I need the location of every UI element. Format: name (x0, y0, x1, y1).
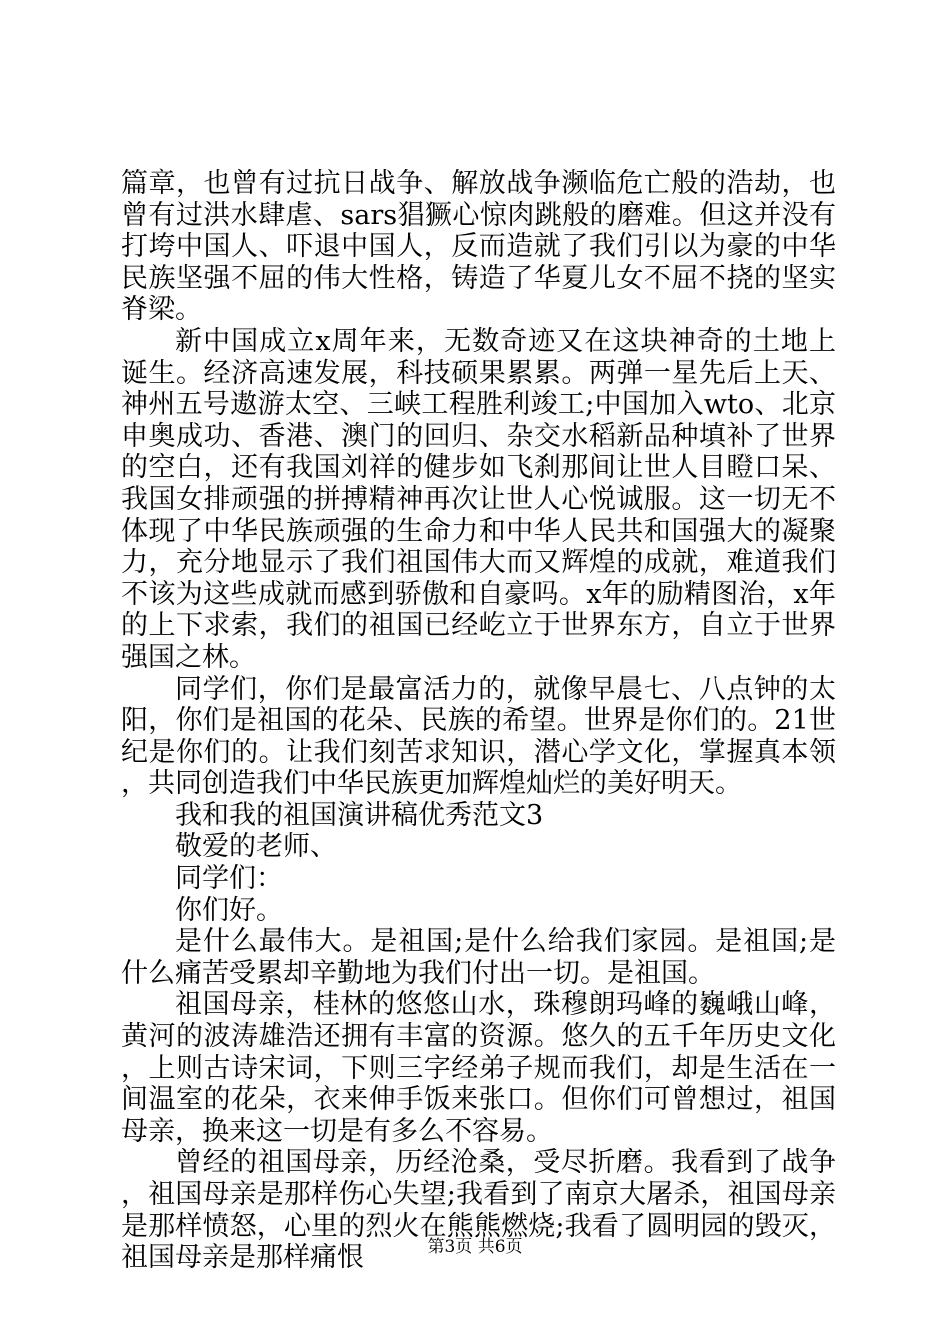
paragraph-continued: 篇章，也曾有过抗日战争、解放战争濒临危亡般的浩劫，也曾有过洪水肆虐、sars猖獗心惊肉跳般的磨难。但这并没有打垮中国人、吓退中国人，反而造就了我们引以为豪的中华民族坚强不屈的伟大性格，铸造了华夏儿女不屈不挠的坚实脊梁。 (121, 168, 836, 326)
salutation-line: 同学们： (175, 863, 283, 895)
document-body (121, 168, 836, 1274)
paragraph: 曾经的祖国母亲，历经沧桑，受尽折磨。我看到了战争，祖国母亲是那样伤心失望;我看到了南京大屠杀，祖国母亲是那样愤怒，心里的烈火在熊熊燃烧;我看了圆明园的毁灭，祖国母亲是那样痛恨 (121, 1147, 836, 1274)
salutation-line: 敬爱的老师、 (175, 831, 337, 863)
paragraph: 新中国成立x周年来，无数奇迹又在这块神奇的土地上诞生。经济高速发展，科技硕果累累。两弹一星先后上天、神州五号遨游太空、三峡工程胜利竣工;中国加入wto、北京申奥成功、香港、澳门的回归、杂交水稻新品种填补了世界的空白，还有我国刘祥的健步如飞刹那间让世人目瞪口呆、我国女排顽强的拼搏精神再次让世人心悦诚服。这一切无不体现了中华民族顽强的生命力和中华人民共和国强大的凝聚力，充分地显示了我们祖国伟大而又辉煌的成就，难道我们不该为这些成就而感到骄傲和自豪吗。x年的励精图治，x年的上下求索，我们的祖国已经屹立于世界东方，自立于世界强国之林。 (121, 325, 836, 673)
greeting-line: 你们好。 (175, 894, 283, 926)
page-number-footer: 第3页 共6页 (427, 1237, 523, 1257)
paragraph: 同学们，你们是最富活力的，就像早晨七、八点钟的太阳，你们是祖国的花朵、民族的希望。世界是你们的。21世纪是你们的。让我们刻苦求知识，潜心学文化，掌握真本领，共同创造我们中华民族更加辉煌灿烂的美好明天。 (121, 673, 836, 800)
section-title: 我和我的祖国演讲稿优秀范文3 (175, 799, 544, 831)
paragraph: 是什么最伟大。是祖国;是什么给我们家园。是祖国;是什么痛苦受累却辛勤地为我们付出一切。是祖国。 (121, 926, 836, 989)
paragraph: 祖国母亲，桂林的悠悠山水，珠穆朗玛峰的巍峨山峰，黄河的波涛雄浩还拥有丰富的资源。悠久的五千年历史文化，上则古诗宋词，下则三字经弟子规而我们，却是生活在一间温室的花朵，衣来伸手饭来张口。但你们可曾想过，祖国母亲，换来这一切是有多么不容易。 (121, 989, 836, 1147)
